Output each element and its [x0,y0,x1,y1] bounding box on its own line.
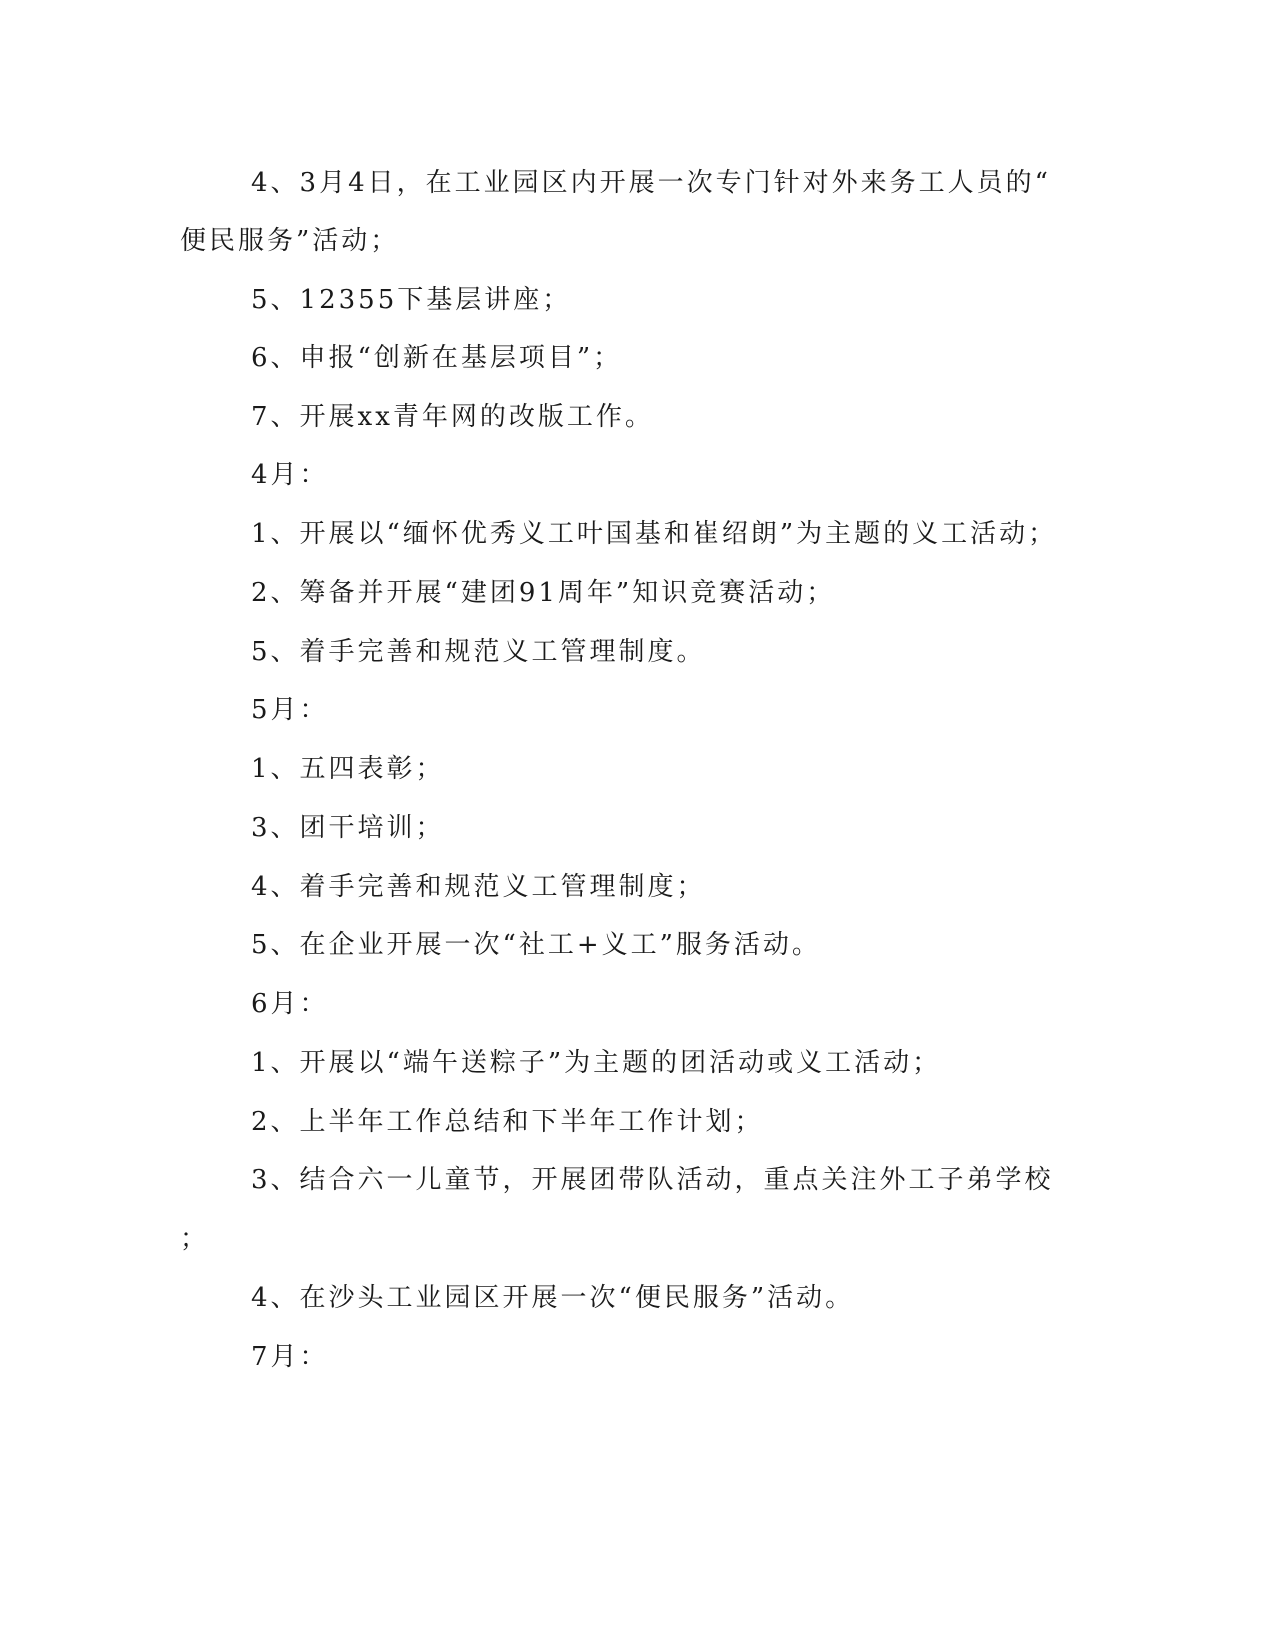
section-heading-may: 5月： [251,695,329,725]
section-heading-june: 6月： [251,989,329,1019]
list-item: 5、着手完善和规范义工管理制度。 [251,637,706,667]
list-item: 5、在企业开展一次“社工+义工”服务活动。 [251,930,821,960]
section-heading-april: 4月： [251,460,329,490]
list-item: 1、开展以“缅怀优秀义工叶国基和崔绍朗”为主题的义工活动； [251,519,1058,549]
list-item: 1、开展以“端午送粽子”为主题的团活动或义工活动； [251,1048,942,1078]
list-item: 3、团干培训； [251,813,445,843]
paragraph-line: ； [180,1224,210,1254]
section-heading-july: 7月： [251,1342,329,1372]
list-item: 7、开展xx青年网的改版工作。 [251,402,654,432]
list-item: 5、12355下基层讲座； [251,285,572,315]
list-item: 3、结合六一儿童节，开展团带队活动，重点关注外工子弟学校 [251,1165,1054,1195]
list-item: 4、在沙头工业园区开展一次“便民服务”活动。 [251,1283,855,1313]
list-item: 2、上半年工作总结和下半年工作计划； [251,1107,764,1137]
paragraph-line: 4、3月4日，在工业园区内开展一次专门针对外来务工人员的“ [251,168,1051,198]
list-item: 1、五四表彰； [251,754,445,784]
list-item: 6、申报“创新在基层项目”； [251,343,623,373]
list-item: 2、筹备并开展“建团91周年”知识竞赛活动； [251,578,836,608]
list-item: 4、着手完善和规范义工管理制度； [251,872,706,902]
paragraph-line: 便民服务”活动； [180,226,400,256]
